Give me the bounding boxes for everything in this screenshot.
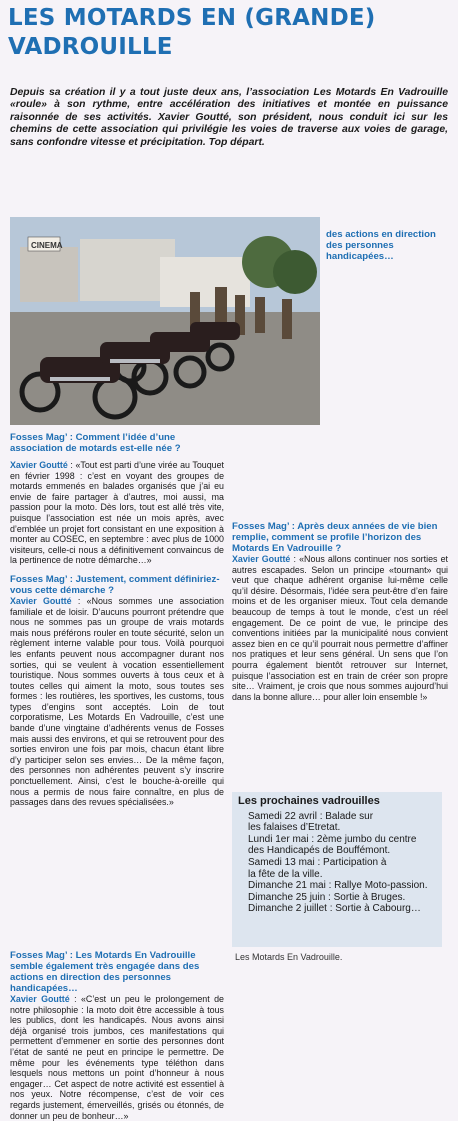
box-item: Samedi 22 avril : Balade sur [248,810,374,822]
speaker-name: Xavier Goutté [10,460,68,470]
question-3-end: des actions en direction des personnes handicapées… [326,228,436,262]
answer-4: Xavier Goutté : «Nous allons continuer nos sorties et autres escapades. Selon un principe «tournant» qui veut que chaque adhérent organise lui-même celle qu’il désire. Désormais, l’idée sera peut-être d’en faire moins et de les organiser mieux. Tout cela demande beaucoup de temps à tout le monde, c’est un réel engagement. De ce point de vue, le principe des conventions initiées par la municipalité nous convient assez bien en ce qu’il pourrait nous permettre d’affiner nos pratiques et leur sens général. Un sens que l’on pourra également bientôt retrouver sur Internet, puisque l’association est en train de créer son propre site… Vraiment, je crois que nous sommes aujourd’hui dans la bonne allure… pour aller loin ensemble !» [232,554,448,702]
question-2: Fosses Mag’ : Justement, comment définiriez-vous cette démarche ? [10,573,220,596]
box-item: des Handicapés de Bouffémont. [248,845,391,857]
box-item: Samedi 13 mai : Participation à [248,856,387,868]
question-1: Fosses Mag’ : Comment l’idée d’une association de motards est-elle née ? [10,432,181,454]
upcoming-rides-box [232,792,442,947]
article-photo [10,217,320,425]
box-item: les falaises d’Etretat. [248,822,341,834]
column-top-right [326,219,448,271]
motorcycles-photo [10,217,320,425]
answer-3: Xavier Goutté : «C’est un peu le prolongement de notre philosophie : la moto doit être accessible à tous les publics, dont les handicapés. Nous avons ainsi déjà organisé trois jumbos, ces manifestations qui permettent d’emmener en sortie des personnes dont l’état de santé ne peut en principe le permettre. De même pour les événements type téléthon dans lesquels nous mettons un point d’honneur à nous engager… Cet aspect de notre activité est essentiel à nos yeux. Notre récompense, c’est de voir ces regards justement, émerveillés, grisés ou étonnés, de donner un peu de bonheur…» [10,994,224,1121]
box-item: Dimanche 21 mai : Rallye Moto-passion. [248,880,428,892]
box-item: Lundi 1er mai : 2ème jumbo du centre [248,833,417,845]
speaker-name: Xavier Goutté [10,595,72,606]
article-title: LES MOTARDS EN (GRANDE) VADROUILLE [8,5,376,60]
speaker-name: Xavier Goutté [232,554,291,564]
article-intro: Depuis sa création il y a tout juste deux ans, l’association Les Motards En Vadrouille «roule» à son rythme, entre accélération des initiatives et montée en puissance raisonnée de ses activités. Xavier Goutté, son président, nous conduit ici sur les chemins de cette association qui privilégie les voies de traverse aux voies de garage, sans confondre vitesse et précipitation. Top départ. [10,87,448,148]
box-heading: Les prochaines vadrouilles [238,795,380,807]
answer-1: Xavier Goutté : «Tout est parti d’une virée au Touquet en février 1998 : c’est en voyant des groupes de motards emmenés en balades organisés que j’ai eu envie de faire partager à d’autres, moi aussi, ma passion pour la moto. Dès lors, tout est allé très vite, puisque l’association est née un mois après, avec d’emblée un projet fort consistant en une exposition à monter au COSEC, en septembre : avec plus de 1000 visiteurs, celle-ci nous a définitivement convaincus de la pertinence de notre démarche…» [10,460,224,566]
speaker-name: Xavier Goutté [10,994,70,1004]
box-item: Dimanche 25 juin : Sortie à Bruges. [248,891,406,903]
column-right [232,521,448,702]
question-3-start [10,950,224,1121]
question-3: Fosses Mag’ : Les Motards En Vadrouille semble également très engagée dans des actions en direction des personnes handicapées… [10,950,200,994]
question-4: Fosses Mag’ : Après deux années de vie bien remplie, comment se profile l’horizon des Motards En Vadrouille ? [232,521,438,554]
photo-caption: Les Motards En Vadrouille. [235,952,343,962]
answer-2: Xavier Goutté : «Nous sommes une association familiale et de loisir. D’aucuns pourront prétendre que nous ne sommes pas un groupe de vrais motards mais nous préférons rouler en toute sécurité, selon un règlement interne valable pour tous. Voilà pourquoi les enfants peuvent nous accompagner durant nos sorties, qui se veulent à vocation essentiellement touristique. Nous sommes ouverts à tous ceux et à toutes celles qui aiment la moto, sous toutes ses formes : les routières, les sportives, les customs, tous types d’engins sont acceptés. Loin de tout corporatisme, Les Motards En Vadrouille, c’est une bande d’une vingtaine d’adhérents venus de Fosses mais aussi des environs, et qui se retrouvent pour des sorties environ une fois par mois, chacun étant libre d’y participer selon ses envies… De la même façon, des personnes non adhérentes peuvent s’y inscrire ponctuellement. Ainsi, c’est le bouche-à-oreille qui nous a permis de nous faire connaître, en plus de passages dans des revues spécialisées.» [10,595,224,808]
box-item: Dimanche 2 juillet : Sortie à Cabourg… [248,903,421,915]
column-left [10,432,224,808]
box-item: la fête de la ville. [248,868,323,880]
cinema-sign: CINEMA [31,241,63,250]
